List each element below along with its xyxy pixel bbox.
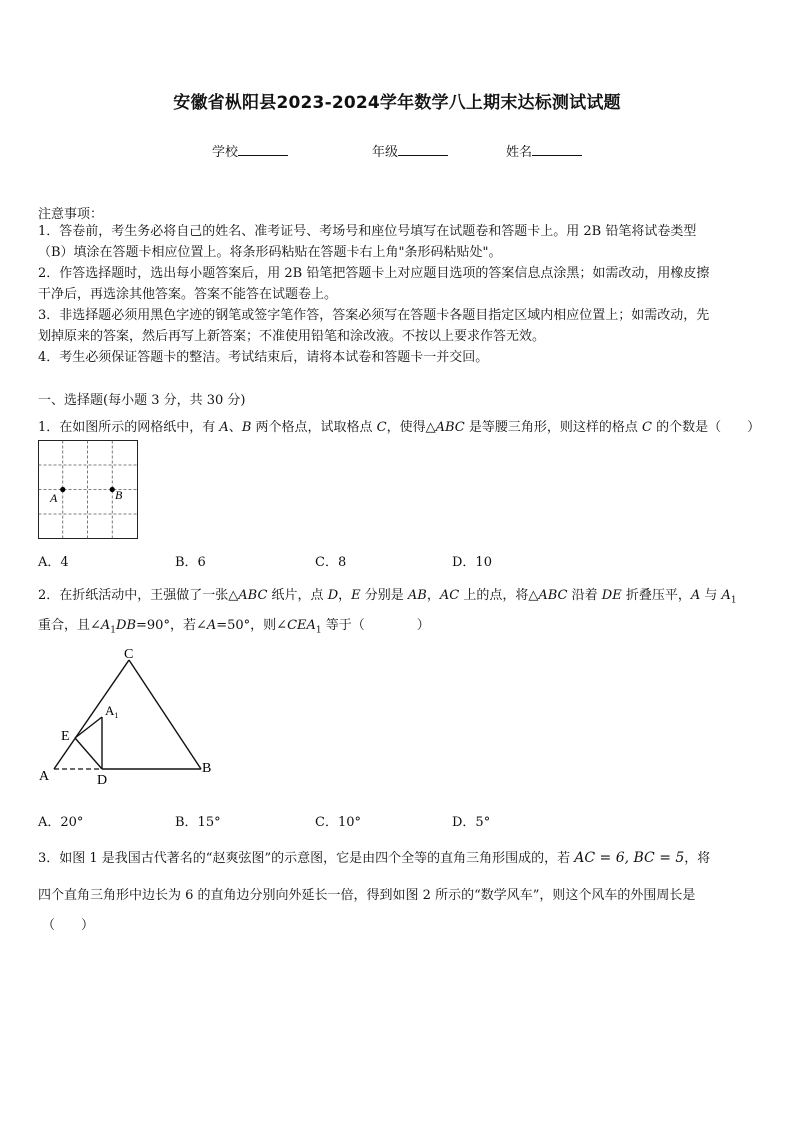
- name-field: [506, 141, 582, 160]
- option-b: B．6: [175, 555, 206, 570]
- school-field: [212, 141, 288, 160]
- option-a: A．20°: [38, 815, 84, 830]
- option-c: C．10°: [315, 815, 361, 830]
- note-line: 2．作答选择题时，选出每小题答案后，用 2B 铅笔把答题卡上对应题目选项的答案信息点涂黑；如需改动，用橡皮擦: [38, 266, 710, 281]
- question-3-stem-line3: （ ）: [42, 918, 95, 933]
- point-a: [60, 487, 65, 492]
- label-d: D: [97, 773, 108, 788]
- note-line: 3．非选择题必须用黑色字迹的钢笔或签字笔作答，答案必须写在答题卡各题目指定区域内相应位置上；如需改动，先: [38, 308, 710, 323]
- section-title: 一、选择题(每小题 3 分，共 30 分): [38, 393, 246, 408]
- name-blank: [532, 143, 582, 156]
- option-a: A．4: [38, 555, 69, 570]
- question-2-stem-line2: 重合，且$\angle A_1DB=90^\circ$，若∠A=50°，则$\angle CEA_1$ 等于（ ）: [38, 618, 430, 636]
- question-2-triangle-figure: [34, 644, 224, 794]
- option-c: C．8: [315, 555, 347, 570]
- notes-heading: 注意事项：: [38, 207, 104, 222]
- formula: AC = 6, BC = 5: [574, 850, 685, 866]
- label-b: B: [115, 488, 123, 502]
- school-blank: [238, 143, 288, 156]
- question-3-stem-line2: 四个直角三角形中边长为 6 的直角边分别向外延长一倍，得到如图 2 所示的“数学风车”，则这个风车的外围周长是: [38, 888, 696, 903]
- grade-blank: [398, 143, 448, 156]
- note-line: 划掉原来的答案，然后再写上新答案；不准使用铅笔和涂改液。不按以上要求作答无效。: [38, 329, 546, 344]
- grade-field: [372, 141, 448, 160]
- name-label: 姓名: [506, 145, 533, 160]
- note-line: 4．考生必须保证答题卡的整洁。考试结束后，请将本试卷和答题卡一并交回。: [38, 350, 489, 365]
- school-label: 学校: [212, 145, 239, 160]
- question-1-grid-figure: [38, 440, 140, 540]
- question-3-stem-line1: 3．如图 1 是我国古代著名的“赵爽弦图”的示意图，它是由四个全等的直角三角形围成的，若 AC = 6, BC = 5，将: [38, 850, 711, 866]
- note-line: 干净后，再选涂其他答案。答案不能答在试题卷上。: [38, 287, 338, 302]
- label-a: A: [39, 769, 50, 784]
- label-e: E: [61, 729, 70, 744]
- option-b: B．15°: [175, 815, 221, 830]
- question-1-stem: 1．在如图所示的网格纸中，有 A、B 两个格点，试取格点 C，使得△ABC 是等腰三角形，则这样的格点 C 的个数是（ ）: [38, 420, 761, 435]
- option-d: D．5°: [452, 815, 491, 830]
- label-a1: $A_1$: [105, 703, 119, 720]
- note-line: （B）填涂在答题卡相应位置上。将条形码粘贴在答题卡右上角"条形码粘贴处"。: [38, 245, 502, 260]
- note-line: 1．答卷前，考生务必将自己的姓名、准考证号、考场号和座位号填写在试题卷和答题卡上。用 2B 铅笔将试卷类型: [38, 224, 697, 239]
- label-b: B: [202, 761, 212, 776]
- question-2-stem-line1: 2．在折纸活动中，王强做了一张△ABC 纸片，点 D，E 分别是 AB，AC 上的点，将△ABC 沿着 DE 折叠压平，A 与 $A_1$: [38, 588, 737, 606]
- grade-label: 年级: [372, 145, 399, 160]
- label-a: A: [50, 491, 58, 505]
- page-title: 安徽省枞阳县2023-2024学年数学八上期末达标测试试题: [173, 93, 621, 113]
- option-d: D．10: [452, 555, 492, 570]
- label-c: C: [124, 647, 134, 662]
